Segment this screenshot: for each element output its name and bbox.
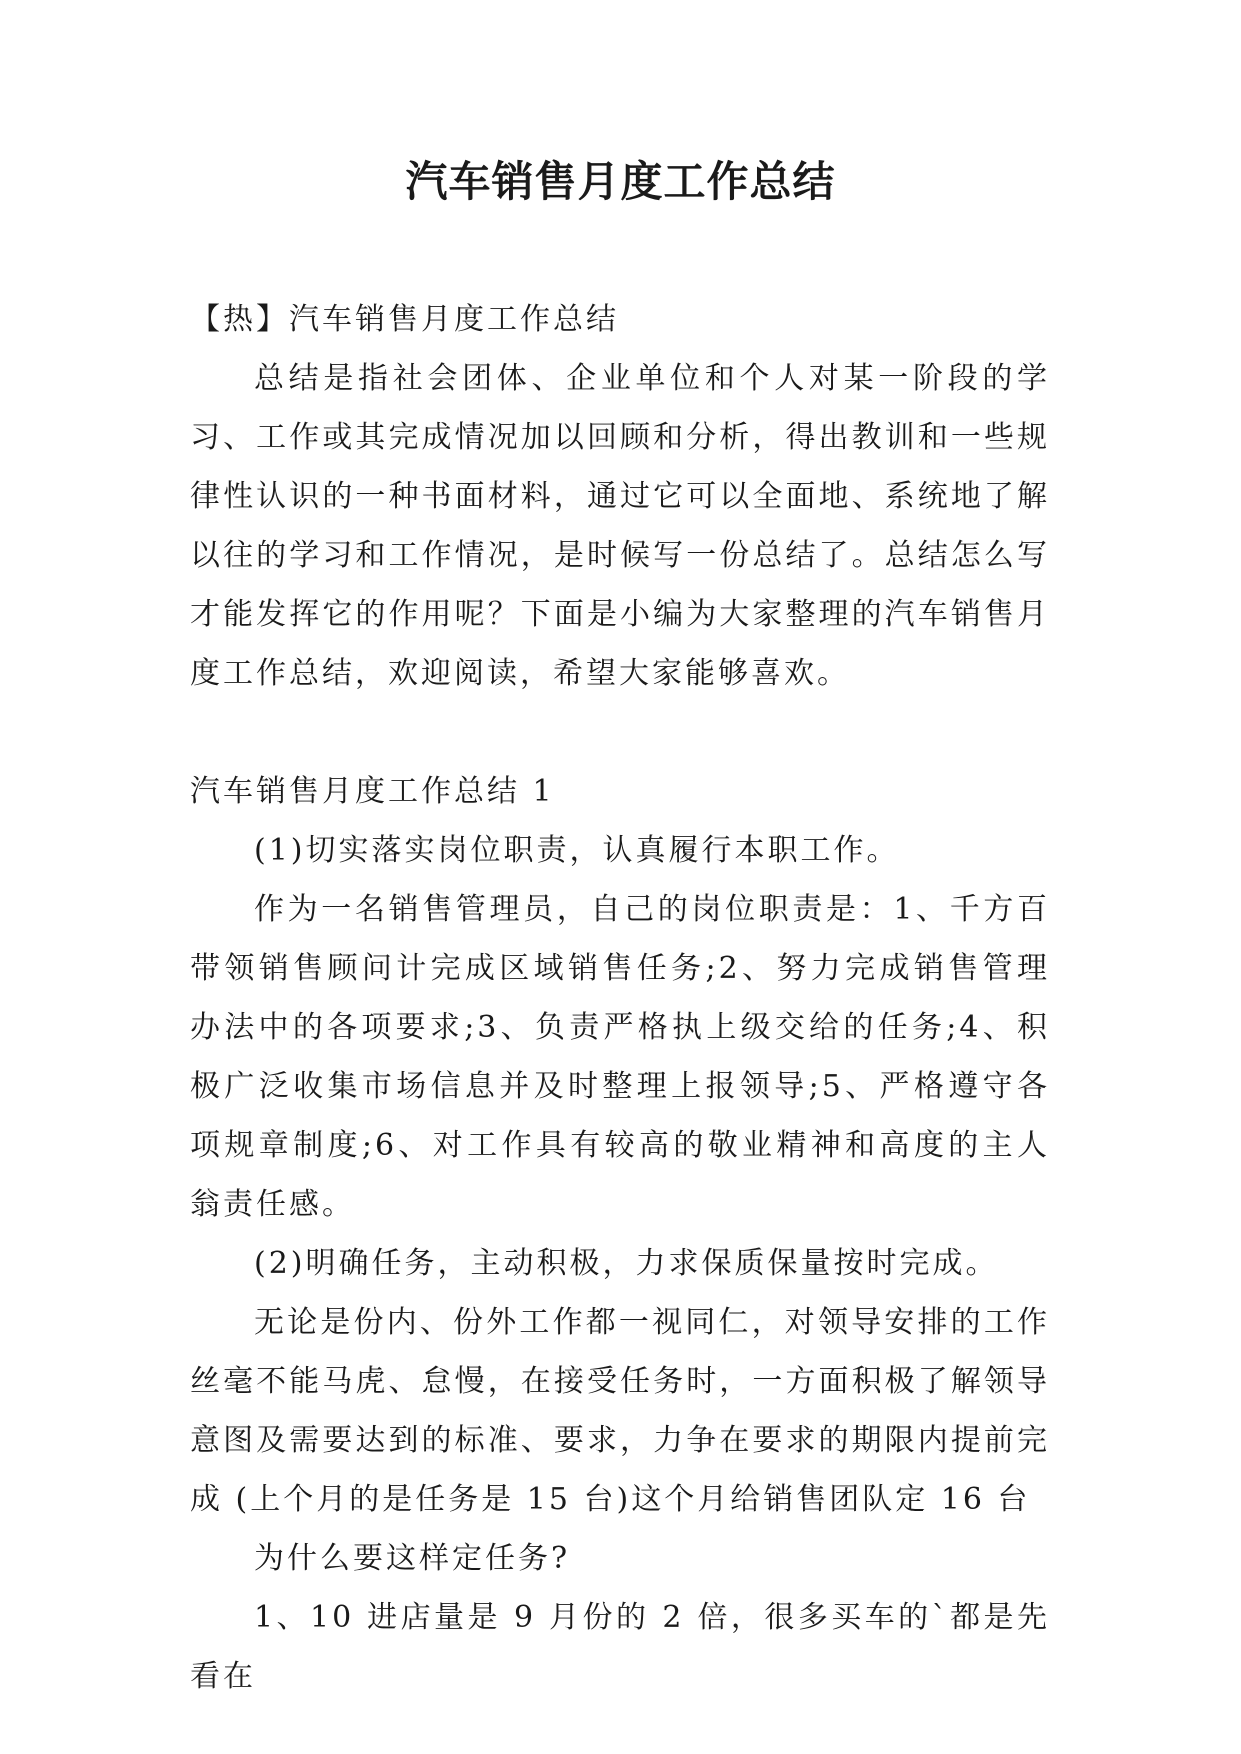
reason-1: 1、10 进店量是 9 月份的 2 倍，很多买车的`都是先看在 xyxy=(190,1600,1050,1694)
point-2-body: 无论是份内、份外工作都一视同仁，对领导安排的工作丝毫不能马虎、怠慢，在接受任务时，一方面积极了解领导意图及需要达到的标准、要求，力争在要求的期限内提前完成 (上个月的是任务是 15 台)这个月给销售团队定 16 台 xyxy=(190,1305,1050,1517)
intro-heading: 【热】汽车销售月度工作总结 xyxy=(190,302,619,337)
question-line: 为什么要这样定任务? xyxy=(254,1541,571,1576)
paragraph-gap xyxy=(190,703,1050,762)
point-2-title: (2)明确任务，主动积极，力求保质保量按时完成。 xyxy=(254,1246,999,1281)
document-title: 汽车销售月度工作总结 xyxy=(405,157,836,206)
point-1-body: 作为一名销售管理员，自己的岗位职责是：1、千方百带领销售顾问计完成区域销售任务;2、努力完成销售管理办法中的各项要求;3、负责严格执上级交给的任务;4、积极广泛收集市场信息并及时整理上报领导;5、严格遵守各项规章制度;6、对工作具有较高的敬业精神和高度的主人翁责任感。 xyxy=(190,892,1050,1222)
section-heading: 汽车销售月度工作总结 1 xyxy=(190,774,555,809)
intro-paragraph: 总结是指社会团体、企业单位和个人对某一阶段的学习、工作或其完成情况加以回顾和分析，得出教训和一些规律性认识的一种书面材料，通过它可以全面地、系统地了解以往的学习和工作情况，是时候写一份总结了。总结怎么写才能发挥它的作用呢？下面是小编为大家整理的汽车销售月度工作总结，欢迎阅读，希望大家能够喜欢。 xyxy=(190,361,1050,691)
point-1-title: (1)切实落实岗位职责，认真履行本职工作。 xyxy=(254,833,900,868)
document-body xyxy=(190,290,1050,1706)
